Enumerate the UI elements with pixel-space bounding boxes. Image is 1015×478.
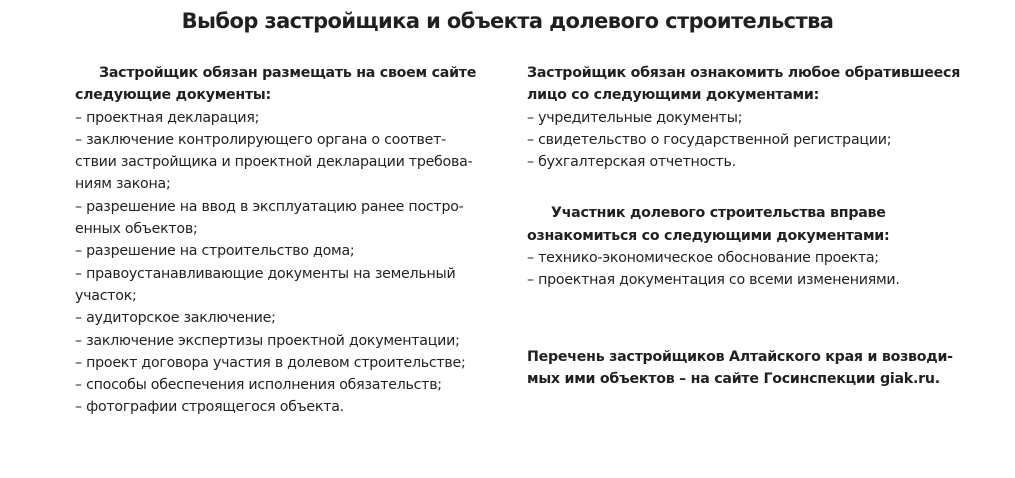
list-item: ниям закона; [75, 176, 171, 193]
developers-list-note [527, 346, 967, 391]
heading-line: лицо со следующими документами: [527, 87, 820, 104]
list-item: – свидетельство о государственной регистрации; [527, 131, 892, 148]
list-item: – проект договора участия в долевом строительстве; [75, 354, 466, 371]
heading-line: ознакомиться со следующими документами: [527, 227, 890, 244]
list-item: – фотографии строящегося объекта. [75, 399, 344, 416]
list-item: – разрешение на ввод в эксплуатацию ранее постро- [75, 198, 464, 215]
participant-rights-section [527, 202, 967, 291]
list-item: енных объектов; [75, 221, 198, 238]
spacer [527, 173, 967, 202]
list-item: – проектная декларация; [75, 109, 260, 126]
list-item: – аудиторское заключение; [75, 310, 276, 327]
heading-line: Застройщик обязан ознакомить любое обратившееся [527, 65, 961, 81]
list-item: – способы обеспечения исполнения обязательств; [75, 377, 442, 394]
right-column [527, 62, 967, 390]
list-item: ствии застройщика и проектной декларации требова- [75, 154, 473, 171]
heading-line: Застройщик обязан размещать на своем сайте [99, 65, 477, 81]
list-item: – разрешение на строительство дома; [75, 243, 355, 260]
heading-line: следующие документы: [75, 87, 271, 104]
list-item: – правоустанавливающие документы на земельный [75, 265, 456, 282]
spacer [527, 292, 967, 346]
developer-disclosure-section [527, 62, 967, 173]
list-item: – проектная документация со всеми изменениями. [527, 272, 900, 289]
list-item: участок; [75, 287, 137, 304]
list-item: – заключение экспертизы проектной документации; [75, 332, 460, 349]
left-column [75, 62, 495, 419]
note-line: Перечень застройщиков Алтайского края и возводи- [527, 348, 953, 365]
heading-line: Участник долевого строительства вправе [551, 205, 886, 222]
list-item: – учредительные документы; [527, 109, 743, 126]
list-item: – технико-экономическое обоснование проекта; [527, 250, 879, 267]
developer-site-documents-heading [75, 62, 495, 107]
page-title: Выбор застройщика и объекта долевого строительства [181, 9, 834, 33]
developer-site-documents-list [75, 107, 495, 419]
note-line: мых ими объектов – на сайте Госинспекции giak.ru. [527, 370, 940, 387]
list-item: – заключение контролирующего органа о соответ- [75, 131, 447, 148]
list-item: – бухгалтерская отчетность. [527, 154, 736, 171]
